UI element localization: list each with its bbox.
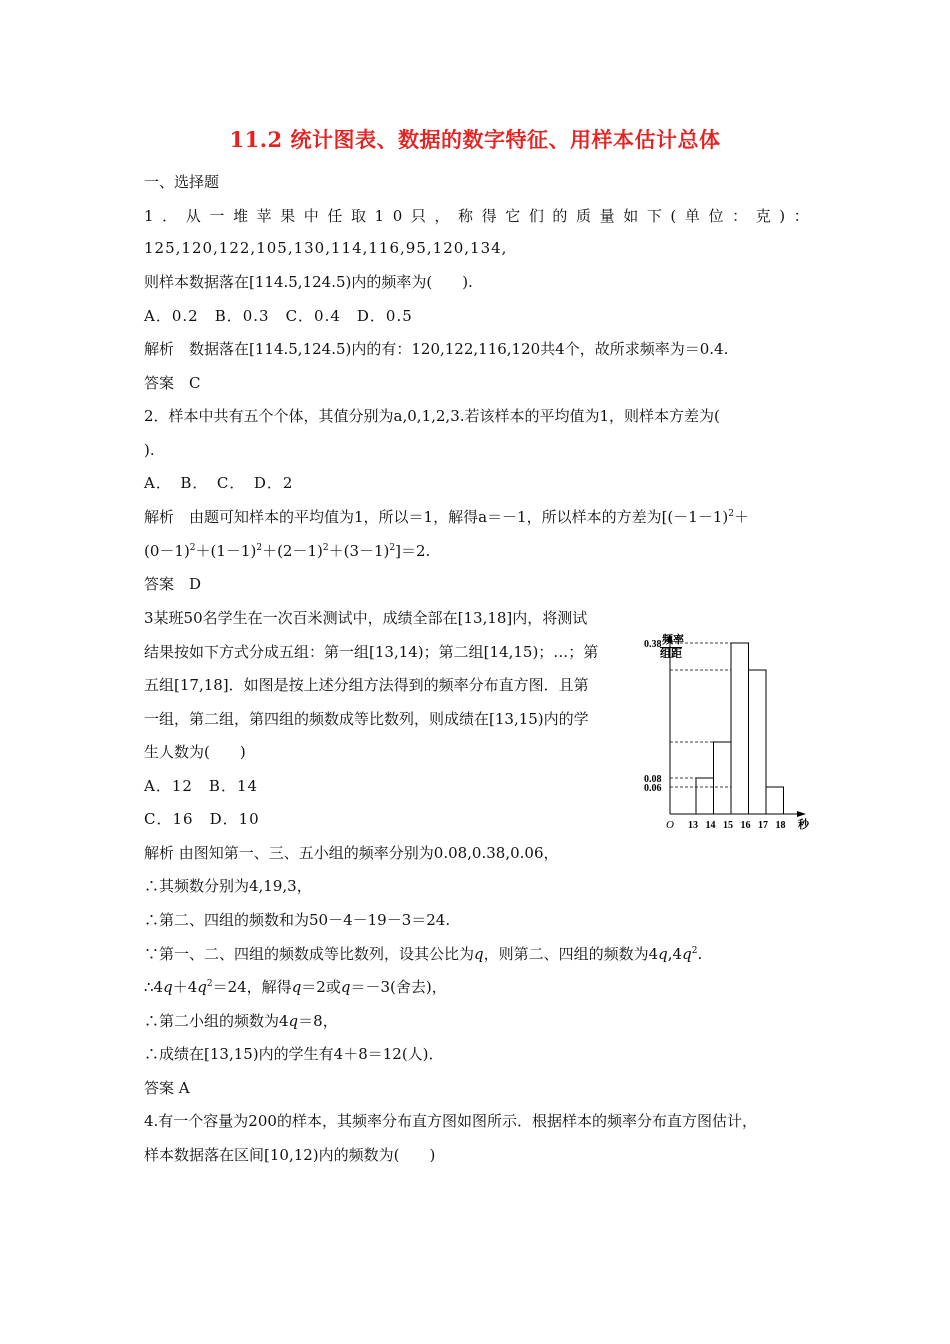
- q4-stem-line2: 样本数据落在区间[10,12)内的频数为( ): [144, 1146, 436, 1164]
- q3-analysis-line4: ∵第一、二、四组的频数成等比数列，设其公比为q，则第二、四组的频数为$4q,4q^2$.: [144, 945, 703, 963]
- y-tick-label-2: 0.08: [644, 774, 662, 785]
- q2-stem-line2: ).: [144, 441, 155, 459]
- q2-analysis-line1: 解析 由题可知样本的平均值为1，所以＝1，解得a＝－1，所以样本的方差为[$(-1-1)^2+$: [144, 508, 749, 526]
- q1-data: 125,120,122,105,130,114,116,95,120,134,: [144, 239, 508, 257]
- q3-analysis-line3: ∴第二、四组的频数和为50－4－19－3＝24.: [144, 911, 451, 929]
- q3-analysis-line1: 解析 由图知第一、三、五小组的频率分别为0.08,0.38,0.06，: [144, 844, 559, 862]
- q3-stem-line3: 五组[17,18]．如图是按上述分组方法得到的频率分布直方图．且第: [144, 676, 589, 694]
- y-tick-label-3: 0.38: [644, 639, 662, 650]
- q2-options: A． B． C． D．2: [144, 474, 294, 492]
- q1-stem: 1．从一堆苹果中任取10只，称得它们的质量如下(单位：克)：: [144, 207, 818, 225]
- q3-analysis-line6: ∴第二小组的频数为4q＝8，: [144, 1012, 338, 1030]
- q3-analysis-line2: ∴其频数分别为4,19,3，: [144, 877, 312, 895]
- q3-stem-line5: 生人数为( ): [144, 743, 246, 761]
- x-tick-label-13: 13: [688, 820, 698, 831]
- x-unit-label: 秒: [798, 819, 809, 831]
- bar-group-5: [766, 787, 784, 814]
- bar-group-2: [714, 742, 732, 814]
- q2-analysis-line2: $(0-1)^2+(1-1)^2+(2-1)^2+(3-1)^2]=2$.: [144, 542, 431, 560]
- page-title: 11.2 统计图表、数据的数字特征、用样本估计总体: [229, 127, 721, 152]
- q4-stem-line1: 4.有一个容量为200的样本，其频率分布直方图如图所示．根据样本的频率分布直方图估计，: [144, 1112, 757, 1130]
- y-label-bottom: 组距: [660, 648, 682, 660]
- q3-stem-line1: 3某班50名学生在一次百米测试中，成绩全部在[13,18]内，将测试: [144, 609, 588, 627]
- bar-group-3: [731, 643, 749, 814]
- q2-stem-line1: 2．样本中共有五个个体，其值分别为a,0,1,2,3.若该样本的平均值为1，则样本方差为(: [144, 407, 720, 425]
- q3-options-1: A．12 B．14: [144, 777, 259, 795]
- x-axis-arrow: [797, 811, 806, 817]
- q2-answer: 答案 D: [144, 575, 202, 593]
- frequency-histogram: [640, 632, 815, 832]
- q3-stem-line4: 一组，第二组，第四组的频数成等比数列，则成绩在[13,15)内的学: [144, 710, 589, 728]
- origin-label: O: [666, 819, 674, 831]
- q3-answer: 答案 A: [144, 1079, 190, 1097]
- q3-analysis-line5: $\therefore 4q+4q^2=24$，解得q＝2或q＝－3(舍去)，: [144, 978, 447, 996]
- q1-options: A．0.2 B．0.3 C．0.4 D．0.5: [144, 307, 413, 325]
- q1-answer: 答案 C: [144, 374, 201, 392]
- x-tick-label-15: 15: [723, 820, 733, 831]
- q1-question: 则样本数据落在[114.5,124.5)内的频率为( ).: [144, 273, 473, 291]
- bar-group-1: [696, 778, 714, 814]
- q3-options-2: C．16 D．10: [144, 810, 260, 828]
- q1-analysis: 解析 数据落在[114.5,124.5)内的有：120,122,116,120共4个，故所求频率为＝0.4.: [144, 340, 729, 358]
- x-tick-label-16: 16: [740, 820, 751, 831]
- y-label-top: 频率: [662, 634, 684, 646]
- y-tick-label-1: 0.06: [644, 783, 662, 794]
- section-heading: 一、选择题: [144, 173, 220, 191]
- bar-group-4: [749, 670, 767, 814]
- x-tick-label-14: 14: [705, 820, 716, 831]
- x-tick-label-17: 17: [758, 820, 768, 831]
- x-tick-label-18: 18: [775, 820, 786, 831]
- q3-analysis-line7: ∴成绩在[13,15)内的学生有4＋8＝12(人)．: [144, 1045, 444, 1063]
- q3-stem-line2: 结果按如下方式分成五组：第一组[13,14)；第二组[14,15)；…；第: [144, 643, 599, 661]
